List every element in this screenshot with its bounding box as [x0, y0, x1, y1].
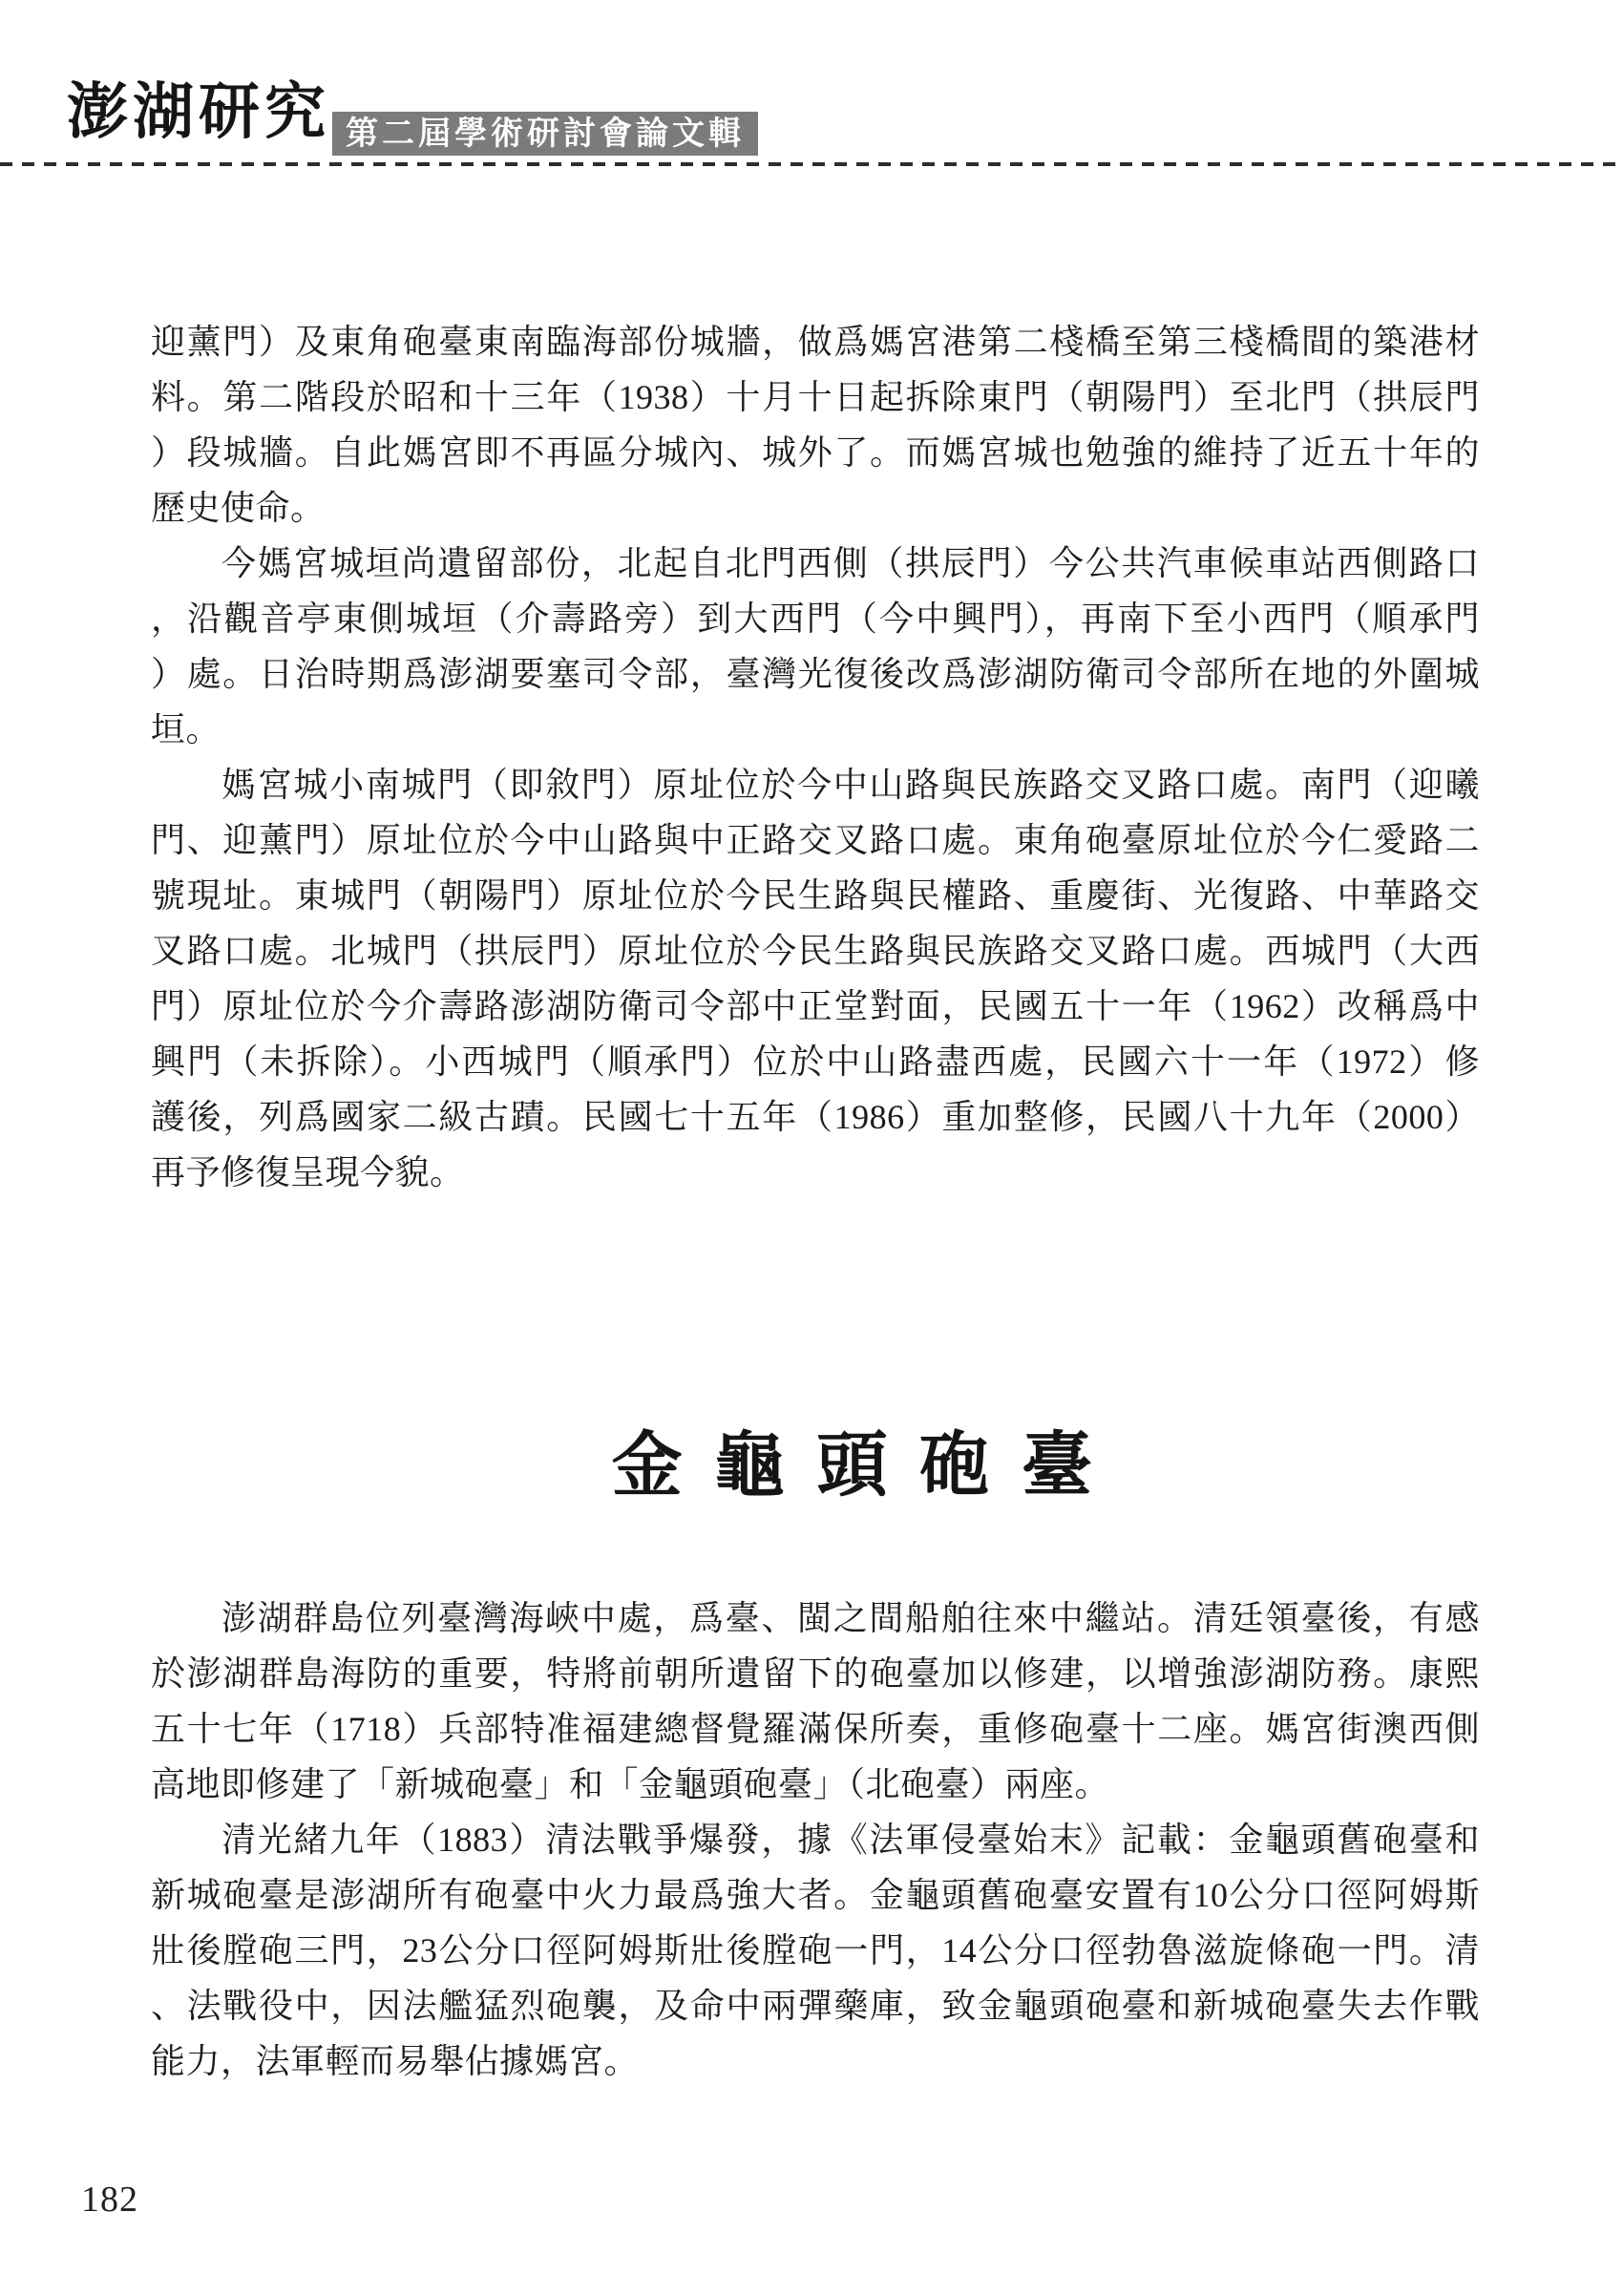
text-line: 媽宮城小南城門（即敘門）原址位於今中山路與民族路交叉路口處。南門（迎曦 [221, 766, 1480, 804]
text-line: 澎湖群島位列臺灣海峽中處，爲臺、閩之間船舶往來中繼站。清廷領臺後，有感 [221, 1599, 1480, 1637]
text-line: ，沿觀音亭東側城垣（介壽路旁）到大西門（今中興門），再南下至小西門（順承門 [151, 600, 1480, 638]
text-line: 料。第二階段於昭和十三年（1938）十月十日起拆除東門（朝陽門）至北門（拱辰門 [151, 378, 1480, 416]
text-line: 歷史使命。 [151, 489, 326, 527]
body-text-block-2 [151, 1590, 1480, 2089]
section-title: 金龜頭砲臺 [611, 1427, 1125, 1506]
text-line: 興門（未拆除）。小西城門（順承門）位於中山路盡西處，民國六十一年（1972）修 [151, 1043, 1480, 1081]
text-line: 新城砲臺是澎湖所有砲臺中火力最爲強大者。金龜頭舊砲臺安置有10公分口徑阿姆斯 [151, 1876, 1480, 1914]
text-line: 於澎湖群島海防的重要，特將前朝所遺留下的砲臺加以修建，以增強澎湖防務。康熙 [151, 1654, 1480, 1693]
dashed-divider [0, 162, 1623, 166]
text-line: 叉路口處。北城門（拱辰門）原址位於今民生路與民族路交叉路口處。西城門（大西 [151, 932, 1480, 970]
text-line: 、法戰役中，因法艦猛烈砲襲，及命中兩彈藥庫，致金龜頭砲臺和新城砲臺失去作戰 [151, 1987, 1480, 2025]
text-line: ）處。日治時期爲澎湖要塞司令部，臺灣光復後改爲澎湖防衛司令部所在地的外圍城 [151, 655, 1480, 693]
journal-title: 澎湖研究 [67, 78, 330, 146]
text-line: 清光緒九年（1883）清法戰爭爆發，據《法軍侵臺始末》記載：金龜頭舊砲臺和 [221, 1821, 1480, 1859]
text-line: 高地即修建了「新城砲臺」和「金龜頭砲臺」（北砲臺）兩座。 [151, 1765, 1110, 1803]
text-line: 再予修復呈現今貌。 [151, 1153, 465, 1191]
text-line: 能力，法軍輕而易舉佔據媽宮。 [151, 2042, 640, 2080]
body-text-block-1 [151, 314, 1480, 1200]
text-line: 迎薰門）及東角砲臺東南臨海部份城牆，做爲媽宮港第二棧橋至第三棧橋間的築港材 [151, 323, 1480, 361]
text-line: ）段城牆。自此媽宮即不再區分城內、城外了。而媽宮城也勉強的維持了近五十年的 [151, 433, 1480, 472]
text-line: 門、迎薰門）原址位於今中山路與中正路交叉路口處。東角砲臺原址位於今仁愛路二 [151, 821, 1480, 859]
text-line: 五十七年（1718）兵部特准福建總督覺羅滿保所奏，重修砲臺十二座。媽宮街澳西側 [151, 1710, 1480, 1748]
text-line: 垣。 [151, 710, 221, 748]
text-line: 壯後膛砲三門，23公分口徑阿姆斯壯後膛砲一門，14公分口徑勃魯滋旋條砲一門。清 [151, 1931, 1480, 1970]
text-line: 護後，列爲國家二級古蹟。民國七十五年（1986）重加整修，民國八十九年（2000） [151, 1098, 1480, 1136]
text-line: 門）原址位於今介壽路澎湖防衛司令部中正堂對面，民國五十一年（1962）改稱爲中 [151, 987, 1480, 1025]
text-line: 今媽宮城垣尚遺留部份，北起自北門西側（拱辰門）今公共汽車候車站西側路口 [221, 544, 1480, 582]
text-line: 號現址。東城門（朝陽門）原址位於今民生路與民權路、重慶街、光復路、中華路交 [151, 876, 1480, 915]
proceedings-badge: 第二屆學術研討會論文輯 [332, 112, 758, 156]
page-number: 182 [81, 2180, 138, 2220]
